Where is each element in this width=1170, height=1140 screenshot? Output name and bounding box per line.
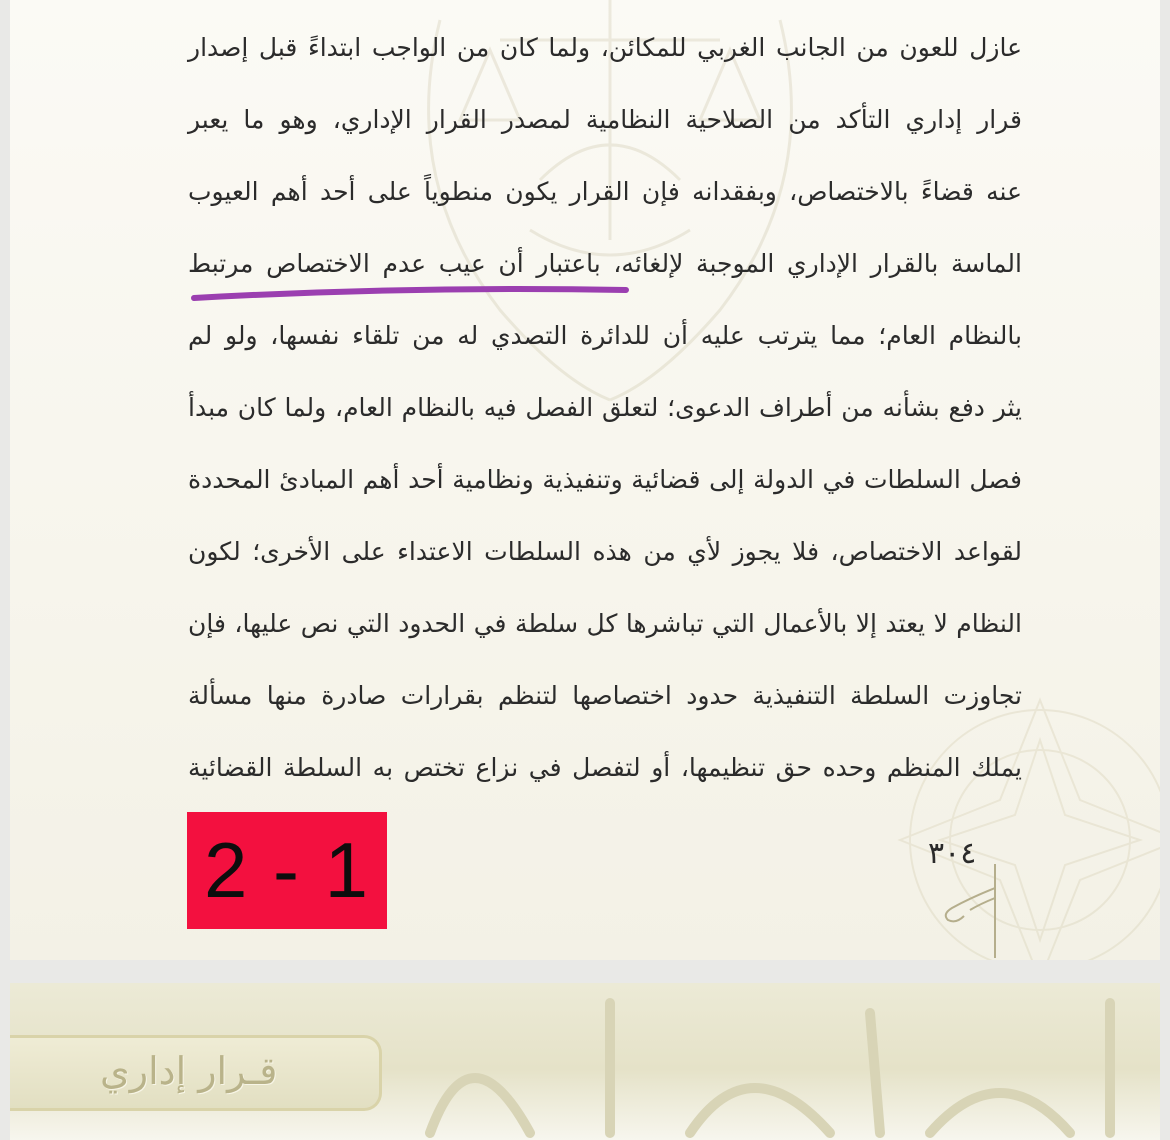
text-line: لقواعد الاختصاص، فلا يجوز لأي من هذه السلطات الاعتداء على الأخرى؛ لكون [188, 537, 1022, 566]
text-line: يملك المنظم وحده حق تنظيمها، أو لتفصل في نزاع تختص به السلطة القضائية [188, 753, 1022, 782]
section-title: قـرار إداري [100, 1049, 278, 1093]
highlight-underline [190, 282, 630, 304]
text-line: النظام لا يعتد إلا بالأعمال التي تباشرها كل سلطة في الحدود التي نص عليها، فإن [188, 609, 1022, 638]
text-line: تجاوزت السلطة التنفيذية حدود اختصاصها لتنظم بقرارات صادرة منها مسألة [188, 681, 1022, 710]
annotation-label-text: 2 - 1 [203, 826, 371, 914]
text-line: يثر دفع بشأنه من أطراف الدعوى؛ لتعلق الفصل فيه بالنظام العام، ولما كان مبدأ [188, 393, 1022, 422]
text-line: الماسة بالقرار الإداري الموجبة لإلغائه، باعتبار أن عيب عدم الاختصاص مرتبط [188, 249, 1022, 278]
text-line: فصل السلطات في الدولة إلى قضائية وتنفيذية ونظامية أحد أهم المبادئ المحددة [188, 465, 1022, 494]
body-text [188, 18, 1022, 810]
page-number: ٣٠٤ [928, 836, 977, 871]
next-page-header [10, 983, 1160, 1140]
document-page [10, 0, 1160, 960]
text-line: عنه قضاءً بالاختصاص، وبفقدانه فإن القرار يكون منطوياً على أحد أهم العيوب [188, 177, 1022, 206]
page-number-ornament [940, 858, 1010, 960]
text-line: قرار إداري التأكد من الصلاحية النظامية لمصدر القرار الإداري، وهو ما يعبر [188, 105, 1022, 134]
annotation-label [187, 812, 387, 929]
text-line: عازل للعون من الجانب الغربي للمكائن، ولما كان من الواجب ابتداءً قبل إصدار [188, 33, 1022, 62]
text-line: بالنظام العام؛ مما يترتب عليه أن للدائرة التصدي له من تلقاء نفسها، ولو لم [188, 321, 1022, 350]
